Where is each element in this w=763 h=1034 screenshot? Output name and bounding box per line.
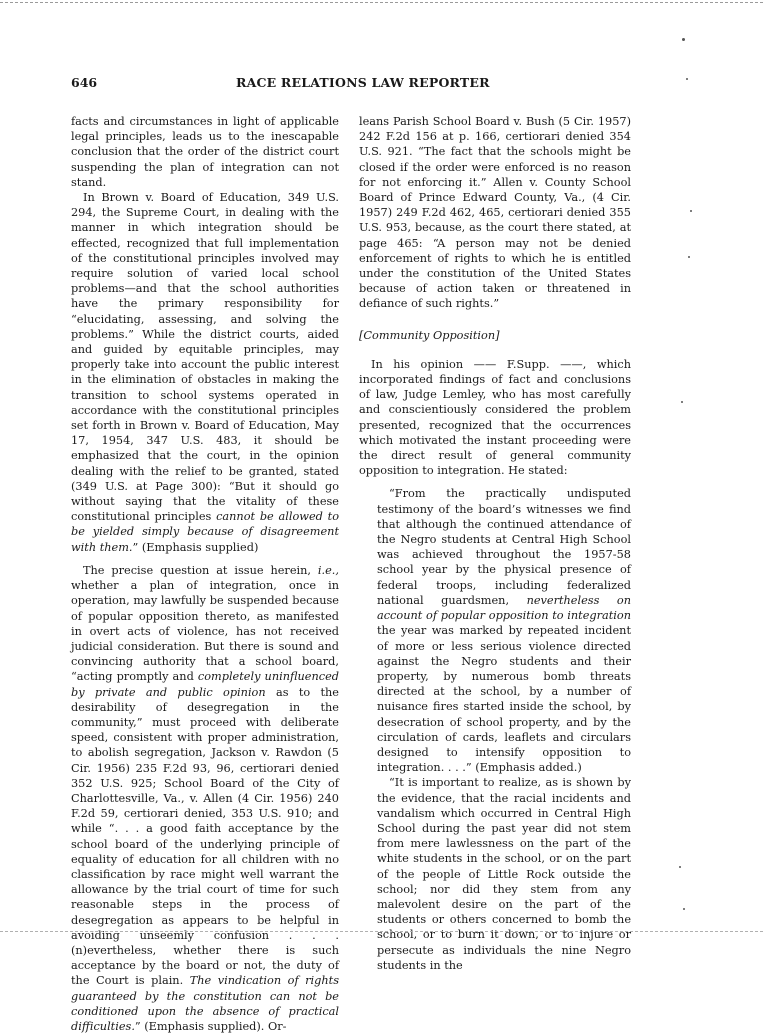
block-quote	[377, 486, 631, 775]
emphasized-text: nevertheless on account of popular opposition to integration	[377, 593, 631, 623]
emphasized-text: completely uninfluenced by private and public opinion	[71, 670, 339, 699]
emphasized-text: i.e.,	[317, 563, 339, 577]
scan-speck	[682, 38, 685, 41]
text-run: ” (Emphasis supplied). Or-	[134, 1019, 287, 1033]
scan-speck	[686, 78, 688, 80]
right-column	[359, 114, 631, 973]
scan-bottom-edge	[0, 931, 763, 932]
scan-speck	[679, 866, 681, 868]
scan-speck	[683, 908, 685, 910]
text-run: “From the practically undisputed testimony of the board’s witnesses we find that although the continued attendance of the Negro students at Central High School was achieved throughout the 1957-58 school year by the physical presence of federal troops, including federalized national guardsmen,	[377, 487, 631, 607]
text-run: the year was marked by repeated incident of more or less serious violence directed against the Negro students and their property, by numerous bomb threats directed at the school, by a number of nuisance fires started inside the school, by desecration of school property, and by the circulation of cards, leaflets and circulars designed to intensify opposition to integration. . . .” (Emphasis added.)	[377, 624, 631, 775]
scan-speck	[688, 256, 690, 258]
text-run: whether a plan of integration, once in operation, may lawfully be suspended because of popular opposition thereto, as manifested in overt acts of violence, has not received judicial consideration. But there is sound and convincing authority that a school board, “acting promptly and	[71, 579, 339, 684]
paragraph	[71, 563, 339, 1034]
scan-speck	[681, 401, 683, 403]
page-number: 646	[71, 75, 98, 90]
left-column	[71, 114, 339, 1034]
paragraph: In his opinion —— F.Supp. ——, which incorporated findings of fact and conclusions of law, Judge Lemley, who has most carefully and conscientiously considered the problem presented, recognized that the occurrences which motivated the instant proceeding were the direct result of general community opposition to integration. He stated:	[359, 357, 631, 478]
running-head: RACE RELATIONS LAW REPORTER	[236, 75, 490, 90]
scan-top-edge	[0, 2, 763, 3]
scan-speck	[690, 210, 692, 212]
text-run: In Brown v. Board of Education, 349 U.S. 294, the Supreme Court, in dealing with the manner in which integration should be effected, recognized that full implementation of the constitutional principles involved may require solution of varied local school problems—and that the school authorities have the primary responsibility for “elucidating, assessing, and solving the problems.” While the district courts, aided and guided by equitable principles, may properly take into account the public interest in the elimination of obstacles in making the transition to school systems operated in accordance with the constitutional principles set forth in Brown v. Board of Education, May 17, 1954, 347 U.S. 483, it should be emphasized that the court, in the opinion dealing with the relief to be granted, stated (349 U.S. at Page 300): “But it should go without saying that the vitality of these constitutional principles	[71, 191, 339, 524]
emphasized-text: cannot be allowed to be yielded simply because of disagreement with them.	[71, 510, 339, 554]
paragraph: leans Parish School Board v. Bush (5 Cir. 1957) 242 F.2d 156 at p. 166, certiorari denied 354 U.S. 921. “The fact that the schools might be closed if the order were enforced is no reason for not enforcing it.” Allen v. County School Board of Prince Edward County, Va., (4 Cir. 1957) 249 F.2d 462, 465, certiorari denied 355 U.S. 953, because, as the court there stated, at page 465: “A person may not be denied enforcement of rights to which he is entitled under the constitution of the United States because of action taken or threatened in defiance of such rights.”	[359, 115, 631, 311]
section-heading-text: [Community Opposition]	[359, 328, 500, 342]
emphasized-text: The vindication of rights guaranteed by the constitution can not be conditioned upon the absence of practical difficulties.	[71, 974, 339, 1033]
paragraph	[71, 190, 339, 555]
text-run: The precise question at issue herein,	[83, 563, 318, 577]
text-run: as to the desirability of desegregation in the community,” must proceed with deliberate speed, consistent with proper administration, to abolish segregation, Jackson v. Rawdon (5 Cir. 1956) 235 F.2d 93, 96, certiorari denied 352 U.S. 925; School Board of the City of Charlottesville, Va., v. Allen (4 Cir. 1956) 240 F.2d 59, certiorari denied, 353 U.S. 910; and while “. . . a good faith acceptance by the school board of the underlying principle of equality of education for all children with no classification by race might well warrant the allowance by the trial court of time for such reasonable steps in the process of desegregation as appears to be helpful in avoiding unseemly confusion . . . (n)evertheless, whether there is such acceptance by the board or not, the duty of the Court is plain.	[71, 685, 339, 988]
paragraph: facts and circumstances in light of applicable legal principles, leads us to the inescapable conclusion that the order of the district court suspending the plan of integration can not stand.	[71, 115, 339, 189]
text-run: ” (Emphasis supplied)	[132, 540, 259, 554]
section-heading	[359, 328, 631, 343]
block-quote: “It is important to realize, as is shown by the evidence, that the racial incidents and vandalism which occurred in Central High School during the past year did not stem from mere lawlessness on the part of the white students in the school, or on the part of the people of Little Rock outside the school; nor did they stem from any malevolent desire on the part of the students or others concerned to bomb the school, or to burn it down, or to injure or persecute as individuals the nine Negro students in the	[377, 776, 631, 972]
